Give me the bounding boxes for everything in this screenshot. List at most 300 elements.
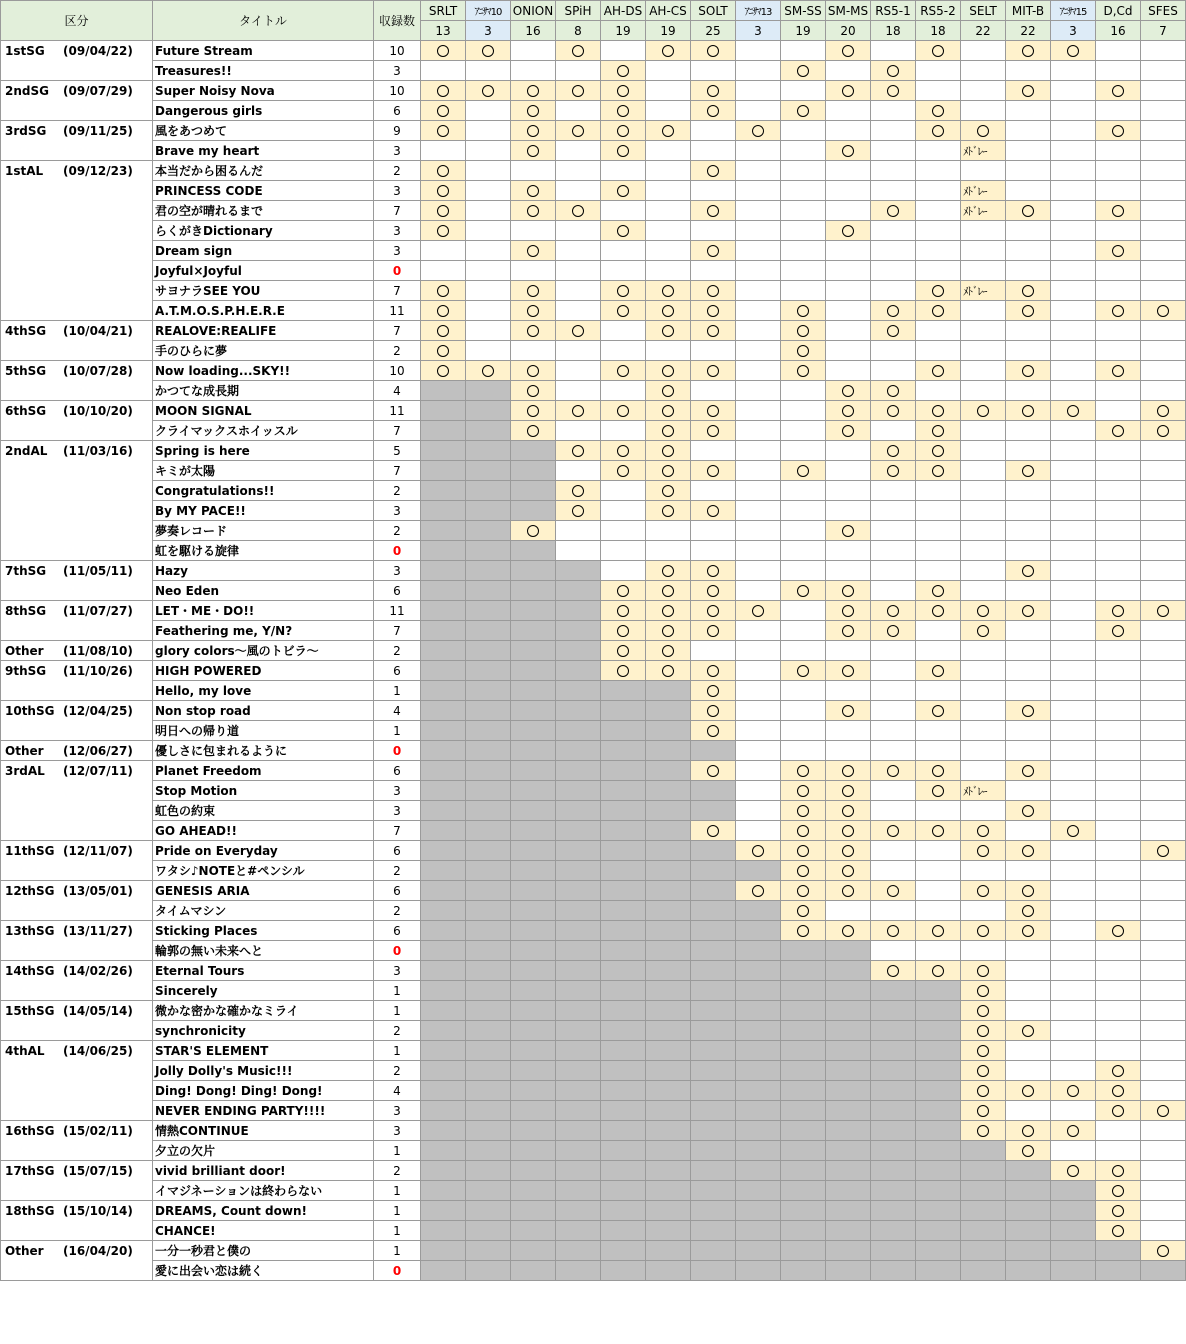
unreleased-cell[interactable] [961, 1161, 1006, 1181]
performed-cell[interactable] [781, 321, 826, 341]
unreleased-cell[interactable] [511, 1181, 556, 1201]
header-live-song-count[interactable]: 16 [1096, 21, 1141, 41]
empty-cell[interactable] [1051, 601, 1096, 621]
unreleased-cell[interactable] [691, 961, 736, 981]
performed-cell[interactable] [646, 381, 691, 401]
unreleased-cell[interactable] [646, 1021, 691, 1041]
unreleased-cell[interactable] [421, 581, 466, 601]
empty-cell[interactable] [826, 481, 871, 501]
unreleased-cell[interactable] [511, 981, 556, 1001]
empty-cell[interactable] [781, 381, 826, 401]
unreleased-cell[interactable] [421, 961, 466, 981]
performed-cell[interactable] [601, 121, 646, 141]
empty-cell[interactable] [1141, 261, 1186, 281]
unreleased-cell[interactable] [601, 1201, 646, 1221]
unreleased-cell[interactable] [601, 981, 646, 1001]
unreleased-cell[interactable] [826, 1081, 871, 1101]
empty-cell[interactable] [1141, 81, 1186, 101]
song-title[interactable]: GO AHEAD!! [153, 821, 374, 841]
unreleased-cell[interactable] [871, 1101, 916, 1121]
header-live-name[interactable]: ｱﾆｻﾏ13 [736, 1, 781, 21]
performance-count[interactable]: 4 [374, 381, 421, 401]
empty-cell[interactable] [1051, 1061, 1096, 1081]
empty-cell[interactable] [1051, 1041, 1096, 1061]
unreleased-cell[interactable] [556, 881, 601, 901]
category-cell[interactable] [1, 421, 153, 441]
performed-cell[interactable] [691, 241, 736, 261]
performed-cell[interactable] [781, 821, 826, 841]
performance-count[interactable]: 4 [374, 701, 421, 721]
empty-cell[interactable] [1096, 781, 1141, 801]
unreleased-cell[interactable] [466, 901, 511, 921]
performed-cell[interactable] [826, 401, 871, 421]
unreleased-cell[interactable] [556, 821, 601, 841]
unreleased-cell[interactable] [466, 941, 511, 961]
unreleased-cell[interactable] [646, 961, 691, 981]
empty-cell[interactable] [871, 841, 916, 861]
empty-cell[interactable] [871, 241, 916, 261]
category-cell[interactable] [1, 141, 153, 161]
performed-cell[interactable] [1006, 901, 1051, 921]
empty-cell[interactable] [916, 721, 961, 741]
performance-count[interactable]: 6 [374, 761, 421, 781]
performance-count[interactable]: 0 [374, 941, 421, 961]
unreleased-cell[interactable] [466, 821, 511, 841]
empty-cell[interactable] [1096, 221, 1141, 241]
performed-cell[interactable] [1006, 841, 1051, 861]
empty-cell[interactable] [691, 181, 736, 201]
empty-cell[interactable] [1006, 161, 1051, 181]
empty-cell[interactable] [736, 321, 781, 341]
empty-cell[interactable] [961, 521, 1006, 541]
song-title[interactable]: Sincerely [153, 981, 374, 1001]
empty-cell[interactable] [736, 621, 781, 641]
performed-cell[interactable] [781, 361, 826, 381]
performance-count[interactable]: 3 [374, 61, 421, 81]
performance-count[interactable]: 3 [374, 221, 421, 241]
song-title[interactable]: Hazy [153, 561, 374, 581]
performed-cell[interactable] [961, 1081, 1006, 1101]
empty-cell[interactable] [961, 41, 1006, 61]
performed-cell[interactable] [511, 361, 556, 381]
empty-cell[interactable] [691, 221, 736, 241]
unreleased-cell[interactable] [511, 1161, 556, 1181]
unreleased-cell[interactable] [421, 521, 466, 541]
category-cell[interactable] [1, 1241, 153, 1261]
unreleased-cell[interactable] [781, 941, 826, 961]
performed-cell[interactable] [1096, 1061, 1141, 1081]
performed-cell[interactable] [1141, 401, 1186, 421]
unreleased-cell[interactable] [916, 1021, 961, 1041]
header-live-song-count[interactable]: 18 [871, 21, 916, 41]
unreleased-cell[interactable] [511, 581, 556, 601]
empty-cell[interactable] [1051, 761, 1096, 781]
unreleased-cell[interactable] [556, 941, 601, 961]
empty-cell[interactable] [1051, 301, 1096, 321]
empty-cell[interactable] [781, 401, 826, 421]
empty-cell[interactable] [781, 721, 826, 741]
unreleased-cell[interactable] [556, 681, 601, 701]
performed-cell[interactable] [421, 321, 466, 341]
empty-cell[interactable] [871, 141, 916, 161]
empty-cell[interactable] [691, 141, 736, 161]
empty-cell[interactable] [1141, 521, 1186, 541]
header-live-song-count[interactable]: 22 [961, 21, 1006, 41]
unreleased-cell[interactable] [736, 1241, 781, 1261]
empty-cell[interactable] [1141, 901, 1186, 921]
performed-cell[interactable] [871, 621, 916, 641]
empty-cell[interactable] [826, 321, 871, 341]
performance-count[interactable]: 0 [374, 541, 421, 561]
empty-cell[interactable] [736, 821, 781, 841]
performed-cell[interactable] [871, 401, 916, 421]
empty-cell[interactable] [1141, 281, 1186, 301]
empty-cell[interactable] [826, 501, 871, 521]
category-cell[interactable] [1, 761, 153, 781]
performance-count[interactable]: 2 [374, 1021, 421, 1041]
performed-cell[interactable] [691, 461, 736, 481]
empty-cell[interactable] [1096, 321, 1141, 341]
unreleased-cell[interactable] [421, 801, 466, 821]
unreleased-cell[interactable] [646, 1261, 691, 1281]
song-title[interactable]: Pride on Everyday [153, 841, 374, 861]
category-cell[interactable] [1, 61, 153, 81]
unreleased-cell[interactable] [916, 1061, 961, 1081]
performed-cell[interactable] [556, 501, 601, 521]
performed-cell[interactable] [601, 641, 646, 661]
empty-cell[interactable] [736, 741, 781, 761]
header-category[interactable]: 区分 [1, 1, 153, 41]
empty-cell[interactable] [1141, 1141, 1186, 1161]
empty-cell[interactable] [511, 221, 556, 241]
unreleased-cell[interactable] [916, 981, 961, 1001]
performed-cell[interactable] [691, 201, 736, 221]
unreleased-cell[interactable] [466, 541, 511, 561]
performed-cell[interactable] [1096, 361, 1141, 381]
performed-cell[interactable] [646, 281, 691, 301]
unreleased-cell[interactable] [511, 1101, 556, 1121]
unreleased-cell[interactable] [511, 721, 556, 741]
unreleased-cell[interactable] [601, 1181, 646, 1201]
performed-cell[interactable] [556, 321, 601, 341]
song-title[interactable]: Eternal Tours [153, 961, 374, 981]
unreleased-cell[interactable] [511, 1061, 556, 1081]
performed-cell[interactable] [826, 921, 871, 941]
performed-cell[interactable] [826, 421, 871, 441]
unreleased-cell[interactable] [556, 721, 601, 741]
empty-cell[interactable] [556, 381, 601, 401]
empty-cell[interactable] [421, 261, 466, 281]
song-title[interactable]: Sticking Places [153, 921, 374, 941]
unreleased-cell[interactable] [556, 981, 601, 1001]
empty-cell[interactable] [871, 941, 916, 961]
unreleased-cell[interactable] [466, 1141, 511, 1161]
empty-cell[interactable] [916, 741, 961, 761]
category-cell[interactable] [1, 341, 153, 361]
performed-cell[interactable] [1006, 41, 1051, 61]
empty-cell[interactable] [601, 341, 646, 361]
song-title[interactable]: Spring is here [153, 441, 374, 461]
unreleased-cell[interactable] [826, 981, 871, 1001]
song-title[interactable]: MOON SIGNAL [153, 401, 374, 421]
performed-cell[interactable] [871, 821, 916, 841]
unreleased-cell[interactable] [781, 1201, 826, 1221]
performed-cell[interactable] [511, 101, 556, 121]
unreleased-cell[interactable] [691, 1241, 736, 1261]
category-cell[interactable] [1, 301, 153, 321]
empty-cell[interactable] [871, 261, 916, 281]
empty-cell[interactable] [1141, 201, 1186, 221]
empty-cell[interactable] [1051, 461, 1096, 481]
performed-cell[interactable] [781, 901, 826, 921]
empty-cell[interactable] [1051, 521, 1096, 541]
unreleased-cell[interactable] [691, 1121, 736, 1141]
performed-cell[interactable] [421, 221, 466, 241]
performed-cell[interactable] [1096, 201, 1141, 221]
performance-count[interactable]: 7 [374, 421, 421, 441]
unreleased-cell[interactable] [646, 1181, 691, 1201]
unreleased-cell[interactable] [1051, 1221, 1096, 1241]
performed-cell[interactable] [826, 781, 871, 801]
empty-cell[interactable] [1096, 281, 1141, 301]
empty-cell[interactable] [916, 541, 961, 561]
performed-cell[interactable] [646, 401, 691, 421]
performed-cell[interactable] [691, 681, 736, 701]
song-title[interactable]: A.T.M.O.S.P.H.E.R.E [153, 301, 374, 321]
category-cell[interactable] [1, 181, 153, 201]
performance-count[interactable]: 7 [374, 621, 421, 641]
performed-cell[interactable] [691, 281, 736, 301]
empty-cell[interactable] [736, 461, 781, 481]
empty-cell[interactable] [961, 801, 1006, 821]
performed-cell[interactable] [421, 121, 466, 141]
empty-cell[interactable] [466, 321, 511, 341]
performance-count[interactable]: 1 [374, 681, 421, 701]
empty-cell[interactable] [601, 261, 646, 281]
unreleased-cell[interactable] [511, 861, 556, 881]
performed-cell[interactable] [1006, 1141, 1051, 1161]
empty-cell[interactable] [556, 101, 601, 121]
performed-cell[interactable] [781, 341, 826, 361]
unreleased-cell[interactable] [511, 481, 556, 501]
performed-cell[interactable] [691, 721, 736, 741]
song-title[interactable]: イマジネーションは終わらない [153, 1181, 374, 1201]
performed-cell[interactable] [601, 221, 646, 241]
header-title[interactable]: タイトル [153, 1, 374, 41]
unreleased-cell[interactable] [421, 1141, 466, 1161]
unreleased-cell[interactable] [691, 1141, 736, 1161]
unreleased-cell[interactable] [871, 1121, 916, 1141]
unreleased-cell[interactable] [781, 1101, 826, 1121]
performed-cell[interactable] [871, 881, 916, 901]
empty-cell[interactable] [781, 501, 826, 521]
song-title[interactable]: タイムマシン [153, 901, 374, 921]
empty-cell[interactable] [781, 421, 826, 441]
performed-cell[interactable] [691, 561, 736, 581]
song-title[interactable]: synchronicity [153, 1021, 374, 1041]
unreleased-cell[interactable] [511, 801, 556, 821]
empty-cell[interactable] [736, 681, 781, 701]
unreleased-cell[interactable] [871, 1161, 916, 1181]
category-cell[interactable] [1, 1161, 153, 1181]
unreleased-cell[interactable] [601, 1041, 646, 1061]
performed-cell[interactable] [1051, 401, 1096, 421]
performance-count[interactable]: 4 [374, 1081, 421, 1101]
performance-count[interactable]: 6 [374, 581, 421, 601]
unreleased-cell[interactable] [556, 761, 601, 781]
empty-cell[interactable] [556, 341, 601, 361]
unreleased-cell[interactable] [511, 921, 556, 941]
category-cell[interactable] [1, 101, 153, 121]
unreleased-cell[interactable] [466, 1121, 511, 1141]
empty-cell[interactable] [601, 541, 646, 561]
empty-cell[interactable] [1096, 101, 1141, 121]
empty-cell[interactable] [1051, 681, 1096, 701]
performed-cell[interactable] [916, 401, 961, 421]
empty-cell[interactable] [736, 761, 781, 781]
unreleased-cell[interactable] [601, 1221, 646, 1241]
performed-cell[interactable] [1096, 1181, 1141, 1201]
unreleased-cell[interactable] [916, 1001, 961, 1021]
unreleased-cell[interactable] [556, 1001, 601, 1021]
unreleased-cell[interactable] [466, 801, 511, 821]
category-cell[interactable] [1, 921, 153, 941]
empty-cell[interactable] [466, 161, 511, 181]
unreleased-cell[interactable] [421, 701, 466, 721]
unreleased-cell[interactable] [466, 701, 511, 721]
unreleased-cell[interactable] [466, 761, 511, 781]
empty-cell[interactable] [601, 421, 646, 441]
performed-cell[interactable] [646, 41, 691, 61]
category-cell[interactable] [1, 121, 153, 141]
performed-cell[interactable] [871, 61, 916, 81]
empty-cell[interactable] [1096, 561, 1141, 581]
unreleased-cell[interactable] [646, 721, 691, 741]
performed-cell[interactable] [466, 41, 511, 61]
performance-count[interactable]: 6 [374, 661, 421, 681]
unreleased-cell[interactable] [691, 1221, 736, 1241]
unreleased-cell[interactable] [421, 1221, 466, 1241]
unreleased-cell[interactable] [646, 761, 691, 781]
empty-cell[interactable] [1096, 761, 1141, 781]
empty-cell[interactable] [961, 361, 1006, 381]
unreleased-cell[interactable] [646, 1201, 691, 1221]
category-cell[interactable] [1, 241, 153, 261]
category-cell[interactable] [1, 781, 153, 801]
unreleased-cell[interactable] [511, 701, 556, 721]
empty-cell[interactable] [511, 341, 556, 361]
performed-cell[interactable] [1096, 301, 1141, 321]
song-title[interactable]: Congratulations!! [153, 481, 374, 501]
unreleased-cell[interactable] [421, 601, 466, 621]
performed-cell[interactable] [601, 141, 646, 161]
performed-cell[interactable] [961, 961, 1006, 981]
unreleased-cell[interactable] [736, 961, 781, 981]
empty-cell[interactable] [1141, 641, 1186, 661]
unreleased-cell[interactable] [421, 481, 466, 501]
performed-cell[interactable] [781, 661, 826, 681]
performance-count[interactable]: 1 [374, 1221, 421, 1241]
performance-count[interactable]: 0 [374, 261, 421, 281]
empty-cell[interactable] [916, 941, 961, 961]
category-cell[interactable] [1, 201, 153, 221]
unreleased-cell[interactable] [511, 441, 556, 461]
empty-cell[interactable] [1051, 481, 1096, 501]
empty-cell[interactable] [826, 181, 871, 201]
empty-cell[interactable] [781, 561, 826, 581]
performed-cell[interactable] [511, 301, 556, 321]
performed-cell[interactable] [916, 921, 961, 941]
unreleased-cell[interactable] [511, 1081, 556, 1101]
performed-cell[interactable] [1006, 301, 1051, 321]
unreleased-cell[interactable] [916, 1161, 961, 1181]
empty-cell[interactable] [646, 101, 691, 121]
unreleased-cell[interactable] [826, 1121, 871, 1141]
unreleased-cell[interactable] [736, 941, 781, 961]
empty-cell[interactable] [736, 241, 781, 261]
performance-count[interactable]: 3 [374, 1101, 421, 1121]
performed-cell[interactable] [646, 121, 691, 141]
performance-count[interactable]: 5 [374, 441, 421, 461]
performed-cell[interactable] [556, 481, 601, 501]
performed-cell[interactable] [826, 41, 871, 61]
performed-cell[interactable] [1096, 81, 1141, 101]
song-title[interactable]: By MY PACE!! [153, 501, 374, 521]
unreleased-cell[interactable] [466, 621, 511, 641]
empty-cell[interactable] [1141, 161, 1186, 181]
empty-cell[interactable] [466, 201, 511, 221]
unreleased-cell[interactable] [466, 1021, 511, 1041]
unreleased-cell[interactable] [511, 1221, 556, 1241]
song-title[interactable]: Hello, my love [153, 681, 374, 701]
unreleased-cell[interactable] [736, 1141, 781, 1161]
unreleased-cell[interactable] [691, 741, 736, 761]
empty-cell[interactable] [826, 61, 871, 81]
empty-cell[interactable] [961, 161, 1006, 181]
empty-cell[interactable] [1141, 1161, 1186, 1181]
performance-count[interactable]: 7 [374, 281, 421, 301]
unreleased-cell[interactable] [601, 1241, 646, 1261]
performed-cell[interactable] [1096, 921, 1141, 941]
empty-cell[interactable] [1096, 641, 1141, 661]
empty-cell[interactable] [871, 161, 916, 181]
empty-cell[interactable] [826, 641, 871, 661]
unreleased-cell[interactable] [646, 841, 691, 861]
performed-cell[interactable] [601, 361, 646, 381]
empty-cell[interactable] [1141, 781, 1186, 801]
unreleased-cell[interactable] [601, 681, 646, 701]
empty-cell[interactable] [691, 261, 736, 281]
empty-cell[interactable] [736, 521, 781, 541]
header-live-name[interactable]: SM-SS [781, 1, 826, 21]
performed-cell[interactable] [736, 881, 781, 901]
unreleased-cell[interactable] [556, 841, 601, 861]
unreleased-cell[interactable] [466, 661, 511, 681]
empty-cell[interactable] [511, 61, 556, 81]
header-live-name[interactable]: D,Cd [1096, 1, 1141, 21]
category-cell[interactable] [1, 1181, 153, 1201]
header-live-name[interactable]: SOLT [691, 1, 736, 21]
empty-cell[interactable] [1096, 681, 1141, 701]
empty-cell[interactable] [781, 121, 826, 141]
performed-cell[interactable] [691, 501, 736, 521]
unreleased-cell[interactable] [691, 781, 736, 801]
header-live-name[interactable]: AH-CS [646, 1, 691, 21]
song-title[interactable]: 優しさに包まれるように [153, 741, 374, 761]
empty-cell[interactable] [916, 181, 961, 201]
unreleased-cell[interactable] [826, 1261, 871, 1281]
empty-cell[interactable] [826, 281, 871, 301]
